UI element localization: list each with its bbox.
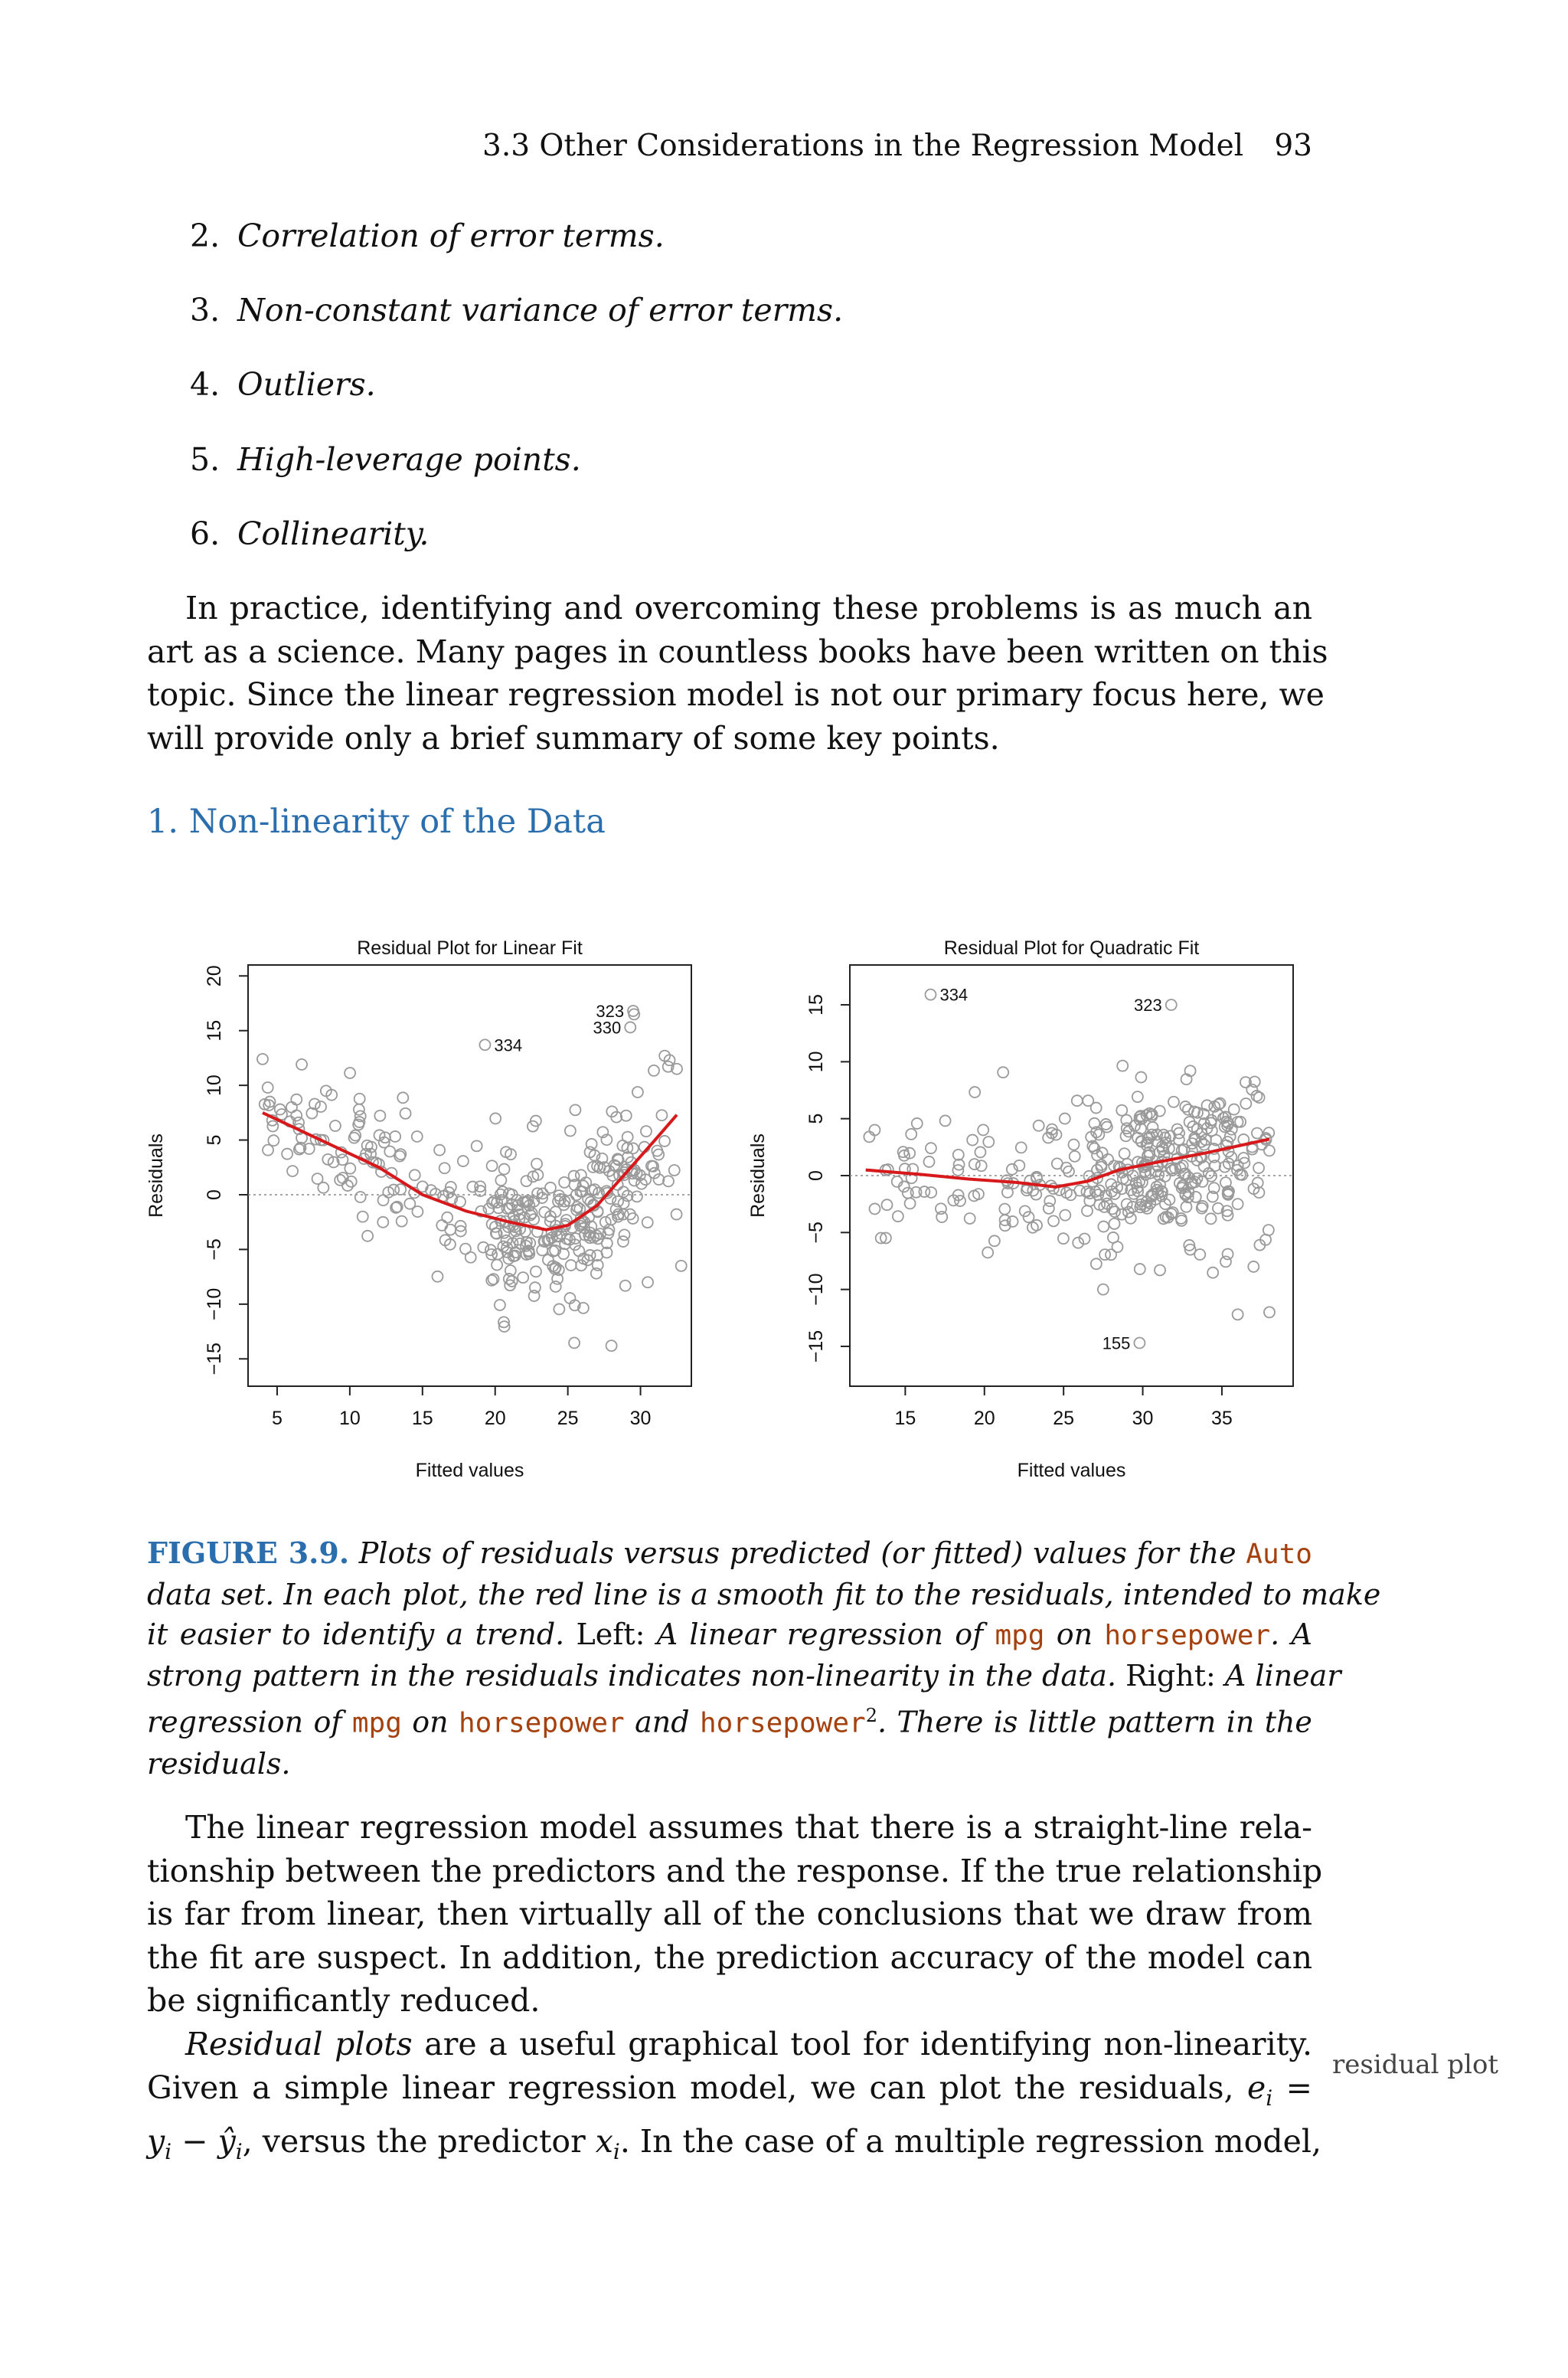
- point-label: 334: [939, 985, 969, 1005]
- data-point: [1132, 1091, 1143, 1102]
- data-point: [282, 1149, 292, 1160]
- x-tick-label: 25: [557, 1408, 579, 1429]
- data-point: [940, 1115, 951, 1126]
- figure-label: FIGURE 3.9.: [147, 1536, 350, 1570]
- data-point: [565, 1126, 576, 1137]
- data-point: [412, 1131, 423, 1142]
- header-title: 3.3 Other Considerations in the Regression Model: [482, 129, 1244, 163]
- data-point: [1206, 1213, 1217, 1224]
- y-tick-label: 15: [204, 1019, 225, 1042]
- data-point: [1121, 1115, 1132, 1126]
- data-point: [1263, 1225, 1274, 1235]
- data-point: [460, 1244, 471, 1254]
- data-point: [576, 1169, 586, 1180]
- data-point: [1194, 1249, 1205, 1260]
- data-point: [936, 1212, 947, 1222]
- data-point: [395, 1184, 406, 1195]
- data-point: [1223, 1248, 1233, 1259]
- data-point: [881, 1199, 892, 1210]
- data-point: [377, 1217, 388, 1228]
- data-point: [478, 1242, 488, 1253]
- page-number: 93: [1274, 129, 1312, 163]
- data-point: [1044, 1196, 1055, 1206]
- data-point: [1233, 1309, 1243, 1320]
- body-paragraph-residual-plots: Residual plots are a useful graphical tool for identifying non-linearity. Given a simple linear regression model, we can plot the residuals, $e_i$ = $y_i$ − $ŷ_i$, versus the predictor $x_i$. In the case of a multiple regression model,: [147, 2026, 1321, 2165]
- data-point: [1116, 1209, 1127, 1220]
- data-point: [923, 1156, 934, 1167]
- data-point: [397, 1216, 407, 1227]
- x-tick-label: 15: [411, 1408, 433, 1429]
- data-point: [345, 1068, 355, 1078]
- data-point: [318, 1182, 328, 1193]
- data-point: [999, 1204, 1010, 1215]
- data-point: [978, 1124, 988, 1135]
- data-point: [374, 1110, 385, 1121]
- y-tick-label: −5: [204, 1238, 225, 1261]
- data-point: [309, 1098, 320, 1109]
- x-tick-label: 30: [629, 1408, 652, 1429]
- data-point: [625, 1022, 635, 1032]
- point-label: 334: [494, 1035, 523, 1055]
- data-point: [518, 1272, 528, 1283]
- data-point: [965, 1213, 975, 1224]
- running-header: [482, 129, 1312, 168]
- y-tick-label: −5: [805, 1222, 827, 1244]
- data-point: [648, 1065, 659, 1076]
- data-point: [287, 1166, 298, 1176]
- data-point: [1155, 1264, 1165, 1275]
- data-point: [531, 1266, 541, 1277]
- data-point: [1031, 1220, 1042, 1231]
- data-point: [989, 1235, 1000, 1246]
- data-point: [870, 1203, 880, 1214]
- data-point: [1135, 1072, 1146, 1083]
- data-point: [969, 1087, 980, 1097]
- data-point: [642, 1217, 653, 1228]
- data-point: [1253, 1163, 1264, 1173]
- data-point: [490, 1113, 501, 1124]
- data-point: [1098, 1284, 1109, 1295]
- code-auto: Auto: [1246, 1539, 1312, 1570]
- point-label: 323: [1134, 996, 1162, 1016]
- data-point: [345, 1163, 355, 1174]
- data-point: [355, 1192, 366, 1202]
- data-point: [315, 1101, 326, 1112]
- data-point: [400, 1108, 411, 1119]
- data-point: [1158, 1130, 1169, 1140]
- data-point: [410, 1169, 420, 1180]
- data-point: [296, 1059, 307, 1070]
- data-point: [554, 1303, 564, 1314]
- data-point: [442, 1212, 452, 1223]
- x-tick-label: 20: [973, 1408, 995, 1429]
- data-point: [893, 1211, 903, 1222]
- x-tick-label: 30: [1132, 1408, 1154, 1429]
- y-tick-label: −10: [805, 1273, 827, 1306]
- y-tick-label: 5: [204, 1134, 225, 1146]
- data-point: [1183, 1104, 1194, 1115]
- data-point: [1060, 1210, 1070, 1221]
- chart-title: Residual Plot for Linear Fit: [357, 937, 583, 959]
- data-point: [653, 1150, 664, 1160]
- data-point: [1091, 1258, 1102, 1269]
- data-point: [445, 1225, 456, 1235]
- data-point: [905, 1198, 916, 1209]
- data-point: [953, 1150, 964, 1160]
- x-tick-label: 25: [1053, 1408, 1075, 1429]
- data-point: [1207, 1268, 1218, 1278]
- data-point: [976, 1160, 987, 1171]
- data-point: [439, 1163, 450, 1173]
- data-point: [1082, 1205, 1093, 1216]
- data-point: [906, 1129, 916, 1140]
- data-point: [291, 1110, 302, 1121]
- data-point: [1016, 1142, 1027, 1153]
- chart-linear-fit: [145, 937, 691, 1481]
- data-point: [586, 1139, 597, 1150]
- x-tick-label: 15: [894, 1408, 916, 1429]
- data-point: [642, 1277, 653, 1287]
- data-point: [1061, 1163, 1072, 1173]
- data-point: [1048, 1215, 1059, 1226]
- data-point: [545, 1182, 556, 1193]
- data-point: [621, 1110, 632, 1121]
- data-point: [291, 1094, 302, 1105]
- intro-paragraph: In practice, identifying and overcoming these problems is as much an art as a science. Many pages in countless books have been written on this topic. Since the linear regression model is not our primary focus here, we will provide only a brief summary of some key points.: [147, 590, 1328, 757]
- data-point: [620, 1281, 631, 1291]
- data-point: [1060, 1114, 1070, 1124]
- list-item: 4. Outliers.: [190, 366, 376, 403]
- data-point: [1229, 1104, 1240, 1115]
- data-point: [263, 1145, 273, 1156]
- y-tick-label: −15: [204, 1343, 225, 1375]
- data-point: [354, 1094, 365, 1104]
- data-point: [663, 1176, 674, 1186]
- data-point: [912, 1118, 923, 1129]
- y-tick-label: 15: [805, 994, 827, 1016]
- data-point: [354, 1104, 364, 1115]
- figure-caption: FIGURE 3.9. Plots of residuals versus predicted (or fitted) values for the Auto data set. In each plot, the red line is a smooth fit to the residuals, intended to make it easier to identify a trend. Left: A linear regression of mpg on horsepower. A strong pattern in the residuals indicates non-linearity in the data. Right: A linear regression of mpg on horsepower and horsepower$^2$. There is little pattern in the residuals.: [147, 1536, 1381, 1781]
- body-paragraph: The linear regression model assumes that there is a straight-line rela- tionship between the predictors and the response. If the true relationship is far from linear, then virtually all of the conclusions that we draw from the fit are suspect. In addition, the prediction accuracy of the model can be significantly reduced.: [147, 1809, 1323, 2019]
- data-point: [1098, 1222, 1109, 1232]
- data-point: [479, 1039, 490, 1050]
- data-point: [1220, 1256, 1231, 1267]
- section-title: 1. Non-linearity of the Data: [147, 803, 606, 841]
- data-point: [569, 1337, 580, 1348]
- data-point: [618, 1236, 629, 1247]
- x-tick-label: 35: [1211, 1408, 1233, 1429]
- data-point: [492, 1260, 502, 1271]
- y-tick-label: 5: [805, 1113, 827, 1124]
- data-point: [1108, 1232, 1119, 1243]
- data-point: [1091, 1103, 1102, 1114]
- data-point: [676, 1261, 687, 1271]
- data-point: [1248, 1261, 1259, 1272]
- data-point: [1233, 1199, 1243, 1209]
- data-point: [1099, 1249, 1110, 1260]
- data-point: [1116, 1105, 1127, 1116]
- data-point: [869, 1125, 880, 1136]
- data-point: [358, 1212, 368, 1222]
- list-item: 6. Collinearity.: [190, 515, 430, 552]
- data-point: [559, 1177, 570, 1188]
- data-point: [982, 1247, 993, 1258]
- x-tick-label: 10: [338, 1408, 361, 1429]
- data-point: [434, 1145, 445, 1156]
- y-tick-label: 0: [805, 1170, 827, 1181]
- data-point: [864, 1131, 874, 1142]
- data-point: [550, 1281, 561, 1292]
- data-point: [378, 1195, 389, 1205]
- data-point: [1117, 1061, 1128, 1071]
- y-tick-label: 20: [204, 965, 225, 987]
- data-point: [669, 1165, 680, 1176]
- figure-residual-plots: [138, 919, 1332, 1501]
- data-point: [606, 1340, 617, 1351]
- data-point: [1240, 1098, 1251, 1109]
- data-point: [926, 1143, 936, 1153]
- x-tick-label: 5: [272, 1408, 283, 1429]
- data-point: [330, 1120, 341, 1131]
- data-point: [998, 1067, 1008, 1078]
- data-point: [472, 1140, 482, 1151]
- data-point: [1109, 1218, 1120, 1229]
- data-point: [983, 1137, 994, 1147]
- data-point: [1172, 1124, 1183, 1135]
- data-point: [641, 1126, 652, 1137]
- point-label: 323: [596, 1002, 625, 1021]
- data-point: [656, 1110, 667, 1120]
- data-point: [967, 1135, 978, 1146]
- data-point: [1070, 1151, 1080, 1162]
- chart-quadratic-fit: [747, 937, 1293, 1481]
- data-point: [286, 1102, 297, 1113]
- chart-title: Residual Plot for Quadratic Fit: [943, 937, 1200, 959]
- data-point: [1180, 1101, 1191, 1112]
- y-axis-label: Residuals: [747, 1133, 769, 1218]
- data-point: [487, 1160, 498, 1171]
- data-point: [573, 1245, 584, 1256]
- data-point: [1072, 1095, 1083, 1106]
- x-axis-label: Fitted values: [1017, 1460, 1126, 1481]
- data-point: [1264, 1307, 1275, 1317]
- data-point: [397, 1092, 408, 1103]
- code-horsepower: horsepower: [1104, 1620, 1271, 1651]
- data-point: [263, 1082, 273, 1093]
- data-point: [1044, 1203, 1054, 1214]
- data-point: [1135, 1264, 1145, 1274]
- list-item: 2. Correlation of error terms.: [190, 218, 665, 254]
- y-tick-label: 10: [805, 1051, 827, 1073]
- code-mpg: mpg: [995, 1620, 1045, 1651]
- data-point: [1034, 1120, 1044, 1131]
- data-point: [495, 1300, 505, 1310]
- margin-note: residual plot: [1332, 2049, 1499, 2080]
- data-point: [458, 1156, 469, 1166]
- data-point: [495, 1175, 506, 1186]
- y-tick-label: 0: [204, 1189, 225, 1200]
- y-tick-label: 10: [204, 1075, 225, 1097]
- data-point: [362, 1231, 373, 1241]
- data-point: [1063, 1166, 1074, 1177]
- data-point: [412, 1206, 423, 1217]
- x-tick-label: 20: [484, 1408, 506, 1429]
- data-point: [507, 1276, 518, 1287]
- data-point: [1168, 1097, 1179, 1107]
- list-item: 3. Non-constant variance of error terms.: [190, 292, 844, 329]
- data-point: [390, 1131, 400, 1142]
- y-tick-label: −15: [805, 1330, 827, 1363]
- data-point: [969, 1159, 980, 1169]
- y-tick-label: −10: [204, 1287, 225, 1321]
- data-point: [925, 989, 936, 1000]
- data-point: [1264, 1145, 1275, 1156]
- data-point: [268, 1135, 279, 1146]
- y-axis-label: Residuals: [145, 1133, 167, 1218]
- data-point: [531, 1159, 542, 1169]
- point-label: 330: [593, 1018, 622, 1038]
- data-point: [491, 1228, 501, 1238]
- data-point: [499, 1164, 510, 1175]
- data-point: [1074, 1186, 1085, 1196]
- data-point: [975, 1146, 985, 1157]
- point-label: 155: [1102, 1333, 1131, 1353]
- data-point: [1068, 1140, 1079, 1150]
- data-point: [1058, 1233, 1069, 1244]
- data-point: [632, 1087, 643, 1097]
- data-point: [1134, 1338, 1145, 1349]
- data-point: [432, 1271, 443, 1282]
- x-axis-label: Fitted values: [415, 1460, 524, 1481]
- data-point: [257, 1054, 268, 1065]
- data-point: [566, 1260, 577, 1271]
- data-point: [570, 1104, 580, 1115]
- data-point: [659, 1136, 670, 1146]
- data-point: [622, 1132, 633, 1143]
- data-point: [671, 1209, 682, 1220]
- data-point: [926, 1187, 936, 1198]
- data-point: [1119, 1148, 1130, 1159]
- data-point: [1166, 999, 1177, 1010]
- list-item: 5. High-leverage points.: [190, 441, 581, 478]
- data-point: [903, 1188, 913, 1199]
- data-point: [1252, 1128, 1263, 1139]
